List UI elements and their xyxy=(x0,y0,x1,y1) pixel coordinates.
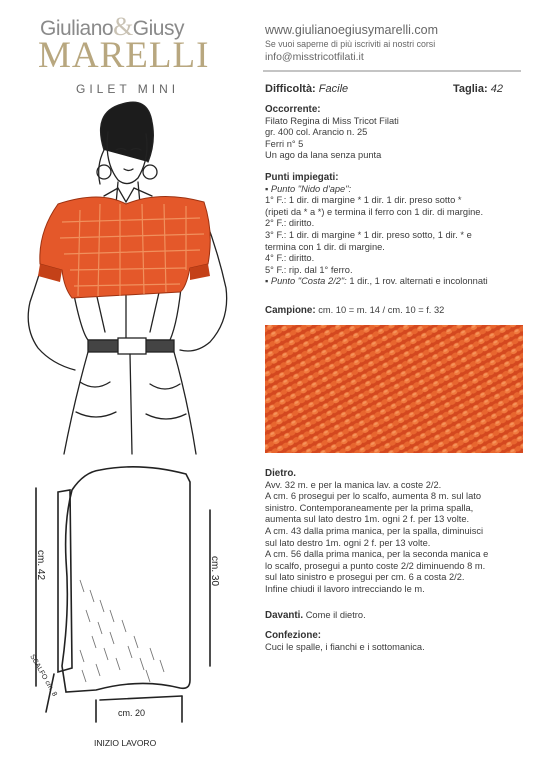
armhole-label: SCALFO cm. 8 xyxy=(28,653,58,698)
front-text: Come il dietro. xyxy=(305,610,366,620)
rib-stitch-title: Punto "Costa 2/2": xyxy=(270,276,347,287)
back-instruction-line: A cm. 43 dalla prima manica, per la spalla, diminuisci xyxy=(265,525,484,536)
back-section xyxy=(265,468,523,596)
gauge-row xyxy=(265,305,523,317)
brand-ampersand: & xyxy=(113,12,133,41)
page-title: GILET MINI xyxy=(76,82,180,96)
assembly-title: Confezione: xyxy=(265,630,322,641)
height-dimension-label: cm. 42 xyxy=(35,550,46,581)
header-divider xyxy=(263,70,521,72)
back-instruction-line: sul lato sinistro e prosegui per cm. 6 a costa 2/2. xyxy=(265,572,465,583)
brand-first-name: Giuliano xyxy=(40,17,114,40)
back-instruction-line: Infine chiudi il lavoro intrecciando le m. xyxy=(265,583,425,594)
website-link[interactable]: www.giulianoegiusymarelli.com xyxy=(265,23,438,37)
materials-line: gr. 400 col. Arancio n. 25 xyxy=(265,127,368,138)
back-instruction-line: lo scalfo, prosegui a punto coste 2/2 diminuendo 8 m. xyxy=(265,560,486,571)
back-instruction-line: A cm. 6 prosegui per lo scalfo, aumenta 8 m. sul lato xyxy=(265,491,482,502)
back-instruction-line: aumenta sul lato destro 1m. ogni 2 f. per 13 volte. xyxy=(265,514,470,525)
materials-list xyxy=(265,116,523,162)
knitting-schematic xyxy=(0,460,255,754)
materials-section xyxy=(265,104,523,162)
assembly-text: Cuci le spalle, i fianchi e i sottomanica. xyxy=(265,641,425,652)
knit-swatch-photo xyxy=(265,325,523,453)
stitch-row-line: termina con 1 dir. di margine. xyxy=(265,241,385,252)
front-title: Davanti. xyxy=(265,610,304,621)
brand-surname: MARELLI xyxy=(38,35,210,76)
stitch-row-line: 3° F.: 1 dir. di margine * 1 dir. preso sotto, 1 dir. * e xyxy=(265,229,472,240)
difficulty-label: Difficoltà: xyxy=(265,83,316,95)
model-illustration xyxy=(0,92,255,457)
stitches-section xyxy=(265,172,523,288)
bottom-dimension-label: cm. 20 xyxy=(118,708,146,718)
difficulty-value: Facile xyxy=(318,83,349,95)
assembly-section xyxy=(265,630,523,653)
back-instruction-line: sinistro. Contemporaneamente per la prima spalla, xyxy=(265,502,474,513)
rib-stitch: ▪ Punto "Costa 2/2": 1 dir., 1 rov. alternati e incolonnati xyxy=(265,276,488,287)
front-section xyxy=(265,610,523,622)
back-instruction-line: sul lato destro 1m. ogni 2 f. per 13 volte. xyxy=(265,537,431,548)
back-instruction-line: Avv. 32 m. e per la manica lav. a coste 2/2. xyxy=(265,479,442,490)
start-work-label: INIZIO LAVORO xyxy=(94,738,157,748)
stitch-row-line: 5° F.: rip. dal 1° ferro. xyxy=(265,264,353,275)
rib-stitch-text: 1 dir., 1 rov. alternati e incolonnati xyxy=(349,276,488,287)
materials-line: Un ago da lana senza punta xyxy=(265,150,382,161)
materials-line: Filato Regina di Miss Tricot Filati xyxy=(265,115,399,126)
size-label: Taglia: xyxy=(453,83,488,95)
honeycomb-stitch-rows xyxy=(265,195,523,276)
stitch-row-line: 1° F.: 1 dir. di margine * 1 dir. 1 dir. preso sotto * xyxy=(265,195,462,206)
stitches-title: Punti impiegati: xyxy=(265,172,339,183)
back-instruction-line: A cm. 56 dalla prima manica, per la seconda manica e xyxy=(265,549,489,560)
stitch-row-line: 4° F.: diritto. xyxy=(265,253,315,264)
back-instructions xyxy=(265,480,523,596)
website-note: Se vuoi saperne di più iscriviti ai nostri corsi xyxy=(265,39,436,49)
gauge-text: cm. 10 = m. 14 / cm. 10 = f. 32 xyxy=(318,305,445,315)
side-dimension-label: cm. 30 xyxy=(209,556,220,587)
brand-second-name: Giusy xyxy=(132,17,184,40)
size-value: 42 xyxy=(490,83,503,95)
gauge-label: Campione: xyxy=(265,305,316,316)
stitch-row-line: (ripeti da * a *) e termina il ferro con 1 dir. di margine. xyxy=(265,206,484,217)
honeycomb-stitch-title: ▪ Punto "Nido d'ape": xyxy=(265,183,352,194)
materials-title: Occorrente: xyxy=(265,104,321,115)
back-title: Dietro. xyxy=(265,468,297,479)
materials-line: Ferri n° 5 xyxy=(265,138,304,149)
stitch-row-line: 2° F.: diritto. xyxy=(265,218,315,229)
email-link[interactable]: info@misstricotfilati.it xyxy=(265,51,364,63)
difficulty-size-row xyxy=(265,84,523,96)
